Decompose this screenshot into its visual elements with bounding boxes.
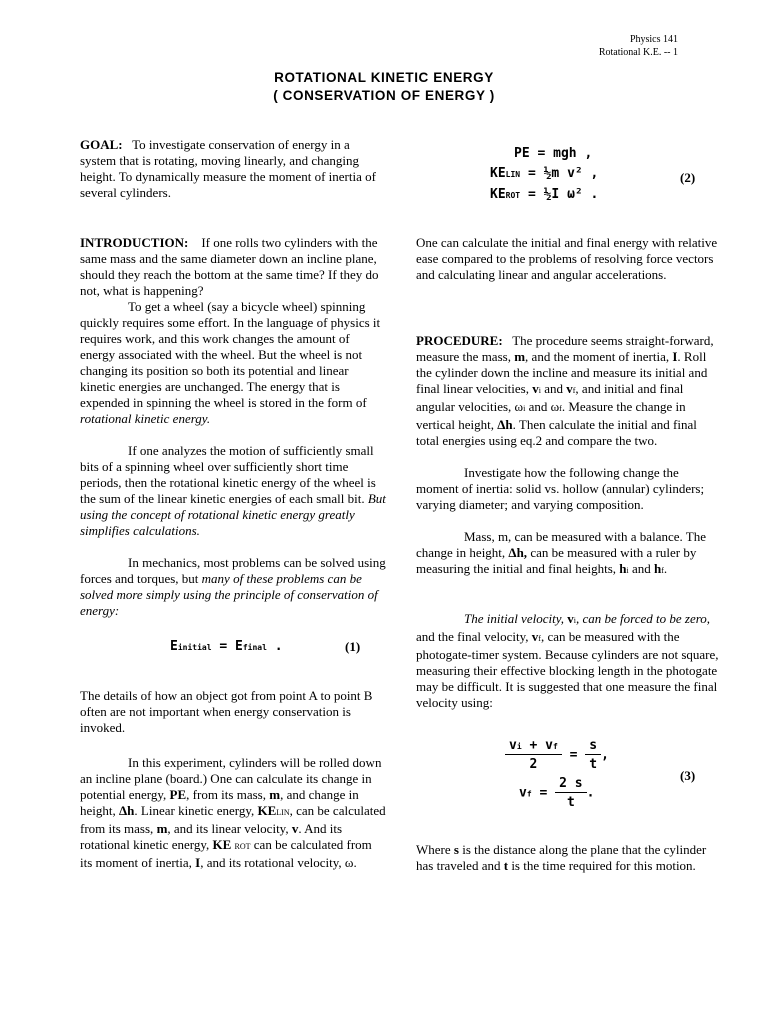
equation-3: $\frac{vi + vf}{2}$ = $\frac{s}{t}$ , vf = $\frac{2 s}{t}$ . — [505, 738, 609, 810]
details-paragraph: The details of how an object got from point A to point B often are not important when energy conservation is invoked. — [80, 688, 373, 735]
equation-1: Einitial = Efinal . — [170, 639, 283, 654]
procedure-label: PROCEDURE: — [416, 333, 503, 348]
intro-p2-italic: rotational kinetic energy. — [80, 411, 211, 426]
course-label: Physics 141 — [629, 34, 678, 45]
intro-p3-italic: But using the concept of rotational kinetic energy greatly simplifies calculations. — [80, 491, 386, 538]
document-title — [0, 69, 768, 105]
page-label: Rotational K.E. -- 1 — [598, 47, 678, 58]
title-line-1: ROTATIONAL KINETIC ENERGY — [274, 70, 494, 85]
experiment-paragraph: In this experiment, cylinders will be rolled down an incline plane (board.) One can calculate its change in potential energy, PE, from its mass, m, and change in height, Δh. Linear kinetic energy, KELIN, can be calculated from its mass, m, and its linear velocity, v. And its rotational kinetic energy, KE ROT can be calculated from its moment of inertia, I, and its rotational velocity, ω. — [80, 755, 386, 870]
where-paragraph: Where s is the distance along the plane that the cylinder has traveled and t is the time required for this motion. — [416, 842, 707, 873]
intro-p2: To get a wheel (say a bicycle wheel) spinning quickly requires some effort. In the language of physics it requires work, and this work changes the amount of energy associated with the wheel. But the wheel is not changing its position so both its potential and linear kinetic energies are unchanged. The energy that is expended in spinning the wheel is stored in the form of — [80, 299, 381, 410]
intro-p3: If one analyzes the motion of sufficiently small bits of a spinning wheel over sufficiently short time periods, then the rotational kinetic energy of the wheel is the sum of the linear kinetic energies of each small bit. — [80, 443, 376, 506]
calc-paragraph: One can calculate the initial and final energy with relative ease compared to the problems of resolving force vectors and calculating linear and angular accelerations. — [416, 235, 718, 282]
goal-label: GOAL: — [80, 137, 123, 152]
goal-section — [80, 137, 386, 201]
intro-p1: If one rolls two cylinders with the same mass and the same diameter down an incline plane, should they reach the bottom at the same time? If they do not, what is happening? — [80, 235, 379, 298]
equation-3-number: (3) — [680, 768, 696, 783]
equation-2: PE = mgh , KELIN = ½m v² , KEROT = ½I ω² . — [490, 146, 599, 202]
title-line-2: ( CONSERVATION OF ENERGY ) — [273, 88, 495, 103]
intro-p4-italic: many of these problems can be solved more simply using the principle of conservation of energy: — [80, 571, 378, 618]
equation-2-number: (2) — [680, 170, 696, 185]
procedure-section: PROCEDURE: The procedure seems straight-forward, measure the mass, m, and the moment of inertia, I. Roll the cylinder down the incline and measure its initial and final linear velocities, vi and vf, and initial and final angular velocities, ωi and ωf. Measure the change in vertical height, Δh. Then calculate the initial and final total energies using eq.2 and compare the two. Investigate how the following change the moment of inertia: solid vs. hollow (annular) cylinders; varying diameter; and varying composition. Mass, m, can be measured with a balance. The change in height, Δh, can be measured with a ruler by measuring the initial and final heights, hi and hf. The initial velocity, vi, can be forced to be zero, and the final velocity, vf, can be measured with the photogate-timer system. Because cylinders are not square, measuring their effective blocking length in the photogate may be difficult. It is suggested that one measure the final velocity using: — [416, 333, 719, 710]
equation-1-number: (1) — [345, 639, 361, 654]
intro-p4: In mechanics, most problems can be solved using forces and torques, but — [80, 555, 386, 586]
introduction-section — [80, 235, 386, 619]
intro-label: INTRODUCTION: — [80, 235, 189, 250]
page-header — [599, 33, 678, 59]
goal-text: To investigate conservation of energy in a system that is rotating, moving linearly, and changing height. To dynamically measure the moment of inertia of several cylinders. — [80, 137, 376, 200]
